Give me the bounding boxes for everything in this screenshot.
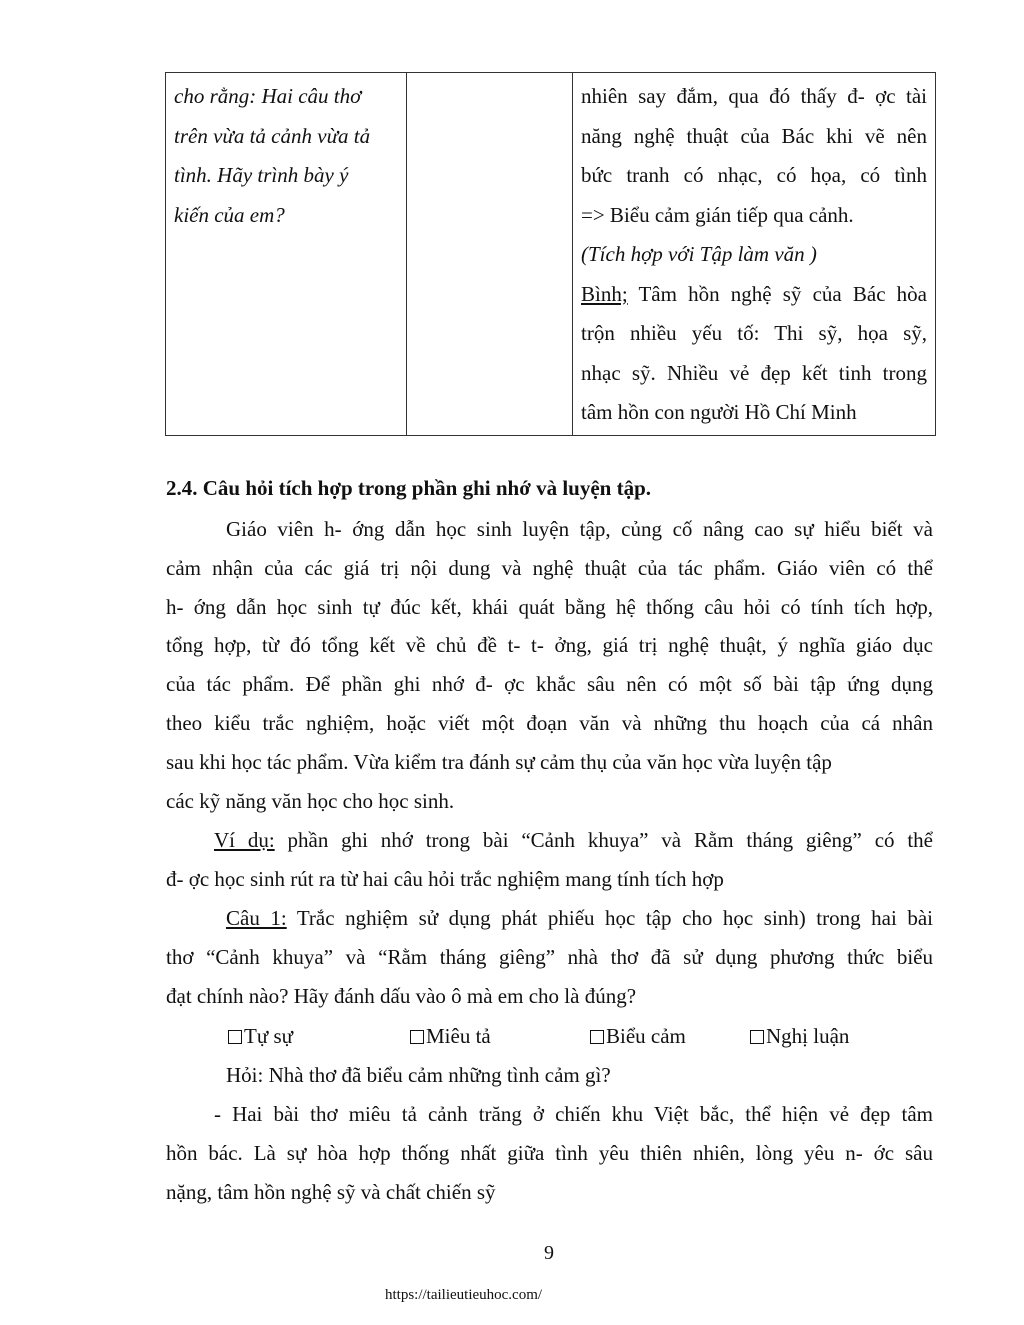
option-label: Biểu cảm — [606, 1024, 686, 1048]
paragraph-line: Giáo viên h- ớng dẫn học sinh luyện tập, củng cố nâng cao sự hiểu biết và — [226, 517, 933, 541]
table-cell-empty — [407, 73, 573, 436]
binh-line — [581, 275, 927, 315]
example-label: Ví dụ: — [214, 828, 275, 852]
page-number: 9 — [544, 1242, 554, 1264]
answer-line: tâm hồn con người Hồ Chí Minh — [581, 400, 857, 424]
paragraph-question-1 — [166, 899, 933, 1015]
example-line — [166, 821, 933, 860]
option-bieu-cam[interactable] — [590, 1017, 686, 1055]
answer-paragraph-line: nặng, tâm hồn nghệ sỹ và chất chiến sỹ — [166, 1179, 496, 1204]
option-mieu-ta[interactable] — [410, 1017, 491, 1055]
answer-line: nhạc sỹ. Nhiều vẻ đẹp kết tinh trong — [581, 360, 927, 385]
paragraph-line: theo kiểu trắc nghiệm, hoặc viết một đoạn văn và những thu hoạch của cá nhân — [166, 710, 933, 735]
question-line: trên vừa tả cảnh vừa tả — [174, 123, 371, 148]
question1-label: Câu 1: — [226, 906, 287, 930]
paragraph-answer — [166, 1095, 933, 1211]
table-cell-answer — [573, 73, 936, 436]
paragraph-line: sau khi học tác phẩm. Vừa kiểm tra đánh sự cảm thụ của văn học vừa luyện tập — [166, 749, 832, 774]
answer-options — [228, 1017, 928, 1055]
table-cell-question — [166, 73, 407, 436]
option-nghi-luan[interactable] — [750, 1017, 849, 1055]
section-heading: 2.4. Câu hỏi tích hợp trong phần ghi nhớ và luyện tập. — [166, 476, 652, 500]
binh-text: Tâm hồn nghệ sỹ của Bác hòa — [627, 281, 927, 306]
content-table — [165, 72, 936, 436]
answer-line: năng nghệ thuật của Bác khi vẽ nên — [581, 123, 927, 148]
checkbox-icon — [750, 1030, 764, 1044]
ask-line: Hỏi: Nhà thơ đã biểu cảm những tình cảm gì? — [226, 1063, 611, 1087]
footer-url[interactable]: https://tailieutieuhoc.com/ — [385, 1287, 543, 1303]
checkbox-icon — [410, 1030, 424, 1044]
question1-text: Trắc nghiệm sử dụng phát phiếu học tập cho học sinh) trong hai bài — [286, 906, 933, 930]
question-line: cho rằng: Hai câu thơ — [174, 84, 362, 108]
checkbox-icon — [228, 1030, 242, 1044]
question1-line: thơ “Cảnh khuya” và “Rằm tháng giêng” nhà thơ đã sử dụng phương thức biểu — [166, 944, 933, 969]
example-line: đ- ợc học sinh rút ra từ hai câu hỏi trắc nghiệm mang tính tích hợp — [166, 866, 724, 891]
checkbox-icon — [590, 1030, 604, 1044]
integration-note: (Tích hợp với Tập làm văn ) — [581, 242, 817, 266]
paragraph-ask — [166, 1056, 933, 1095]
option-label: Miêu tả — [426, 1024, 491, 1048]
paragraph-line: các kỹ năng văn học cho học sinh. — [166, 788, 455, 813]
paragraph-line: của tác phẩm. Để phần ghi nhớ đ- ợc khắc sâu nên có một số bài tập ứng dụng — [166, 672, 933, 697]
option-label: Tự sự — [244, 1024, 294, 1048]
paragraph-example — [166, 821, 933, 899]
binh-label: Bình; — [581, 281, 628, 306]
option-label: Nghị luận — [766, 1024, 850, 1048]
paragraph-line: tổng hợp, từ đó tổng kết về chủ đề t- t- ởng, giá trị nghệ thuật, ý nghĩa giáo dục — [166, 633, 933, 658]
question1-line: đạt chính nào? Hãy đánh dấu vào ô mà em cho là đúng? — [166, 983, 637, 1008]
answer-paragraph-line: hồn bác. Là sự hòa hợp thống nhất giữa tình yêu thiên nhiên, lòng yêu n- ớc sâu — [166, 1140, 933, 1165]
paragraph-guidance — [166, 510, 933, 820]
answer-line: => Biểu cảm gián tiếp qua cảnh. — [581, 202, 854, 227]
question1-line — [166, 899, 933, 938]
answer-line: nhiên say đắm, qua đó thấy đ- ợc tài — [581, 84, 927, 108]
paragraph-line: cảm nhận của các giá trị nội dung và nghệ thuật của tác phẩm. Giáo viên có thể — [166, 555, 933, 580]
question-line: kiến của em? — [174, 202, 285, 227]
question-line: tình. Hãy trình bày ý — [174, 163, 349, 187]
paragraph-line: h- ớng dẫn học sinh tự đúc kết, khái quát bằng hệ thống câu hỏi có tính tích hợp, — [166, 594, 933, 619]
answer-line: trộn nhiều yếu tố: Thi sỹ, họa sỹ, — [581, 321, 927, 345]
answer-paragraph-line: - Hai bài thơ miêu tả cảnh trăng ở chiến khu Việt bắc, thể hiện vẻ đẹp tâm — [214, 1102, 933, 1126]
example-text: phần ghi nhớ trong bài “Cảnh khuya” và Rằm tháng giêng” có thể — [274, 828, 934, 852]
table-row — [166, 73, 936, 436]
option-tu-su[interactable] — [228, 1017, 293, 1055]
answer-line: bức tranh có nhạc, có họa, có tình — [581, 163, 927, 187]
